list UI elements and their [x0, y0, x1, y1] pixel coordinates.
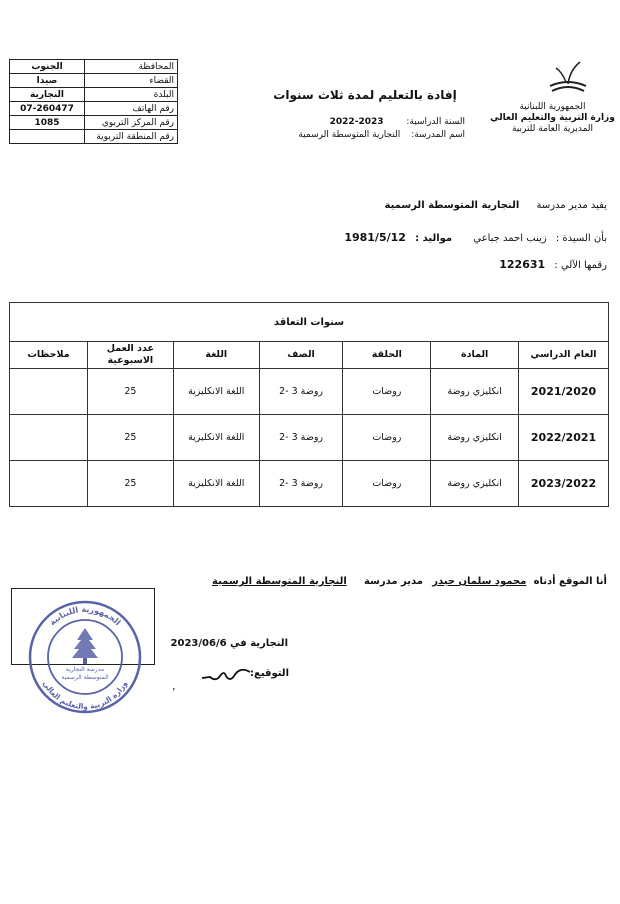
column-header: اللغة — [173, 342, 259, 369]
handwritten-signature — [200, 664, 252, 686]
table-cell: 2023/2022 — [519, 461, 609, 507]
info-label: البلدة — [85, 88, 178, 102]
body-line-2-born-value: 1981/5/12 — [344, 231, 406, 244]
table-cell: 2021/2020 — [519, 369, 609, 415]
declaration-prefix: أنا الموقع أدناه — [533, 576, 607, 587]
body-line-1-school: النجارية المتوسطة الرسمية — [384, 200, 520, 211]
info-label: رقم الهاتف — [85, 102, 178, 116]
declaration-role: مدير مدرسة — [363, 576, 423, 587]
table-cell — [10, 415, 88, 461]
signature-label: التوقيع: — [250, 668, 289, 679]
ministry-logo-icon — [540, 58, 596, 98]
body-line-1-prefix: يفيد مدير مدرسة — [536, 200, 607, 211]
table-cell: 2022/2021 — [519, 415, 609, 461]
table-row — [10, 369, 609, 415]
official-stamp — [26, 598, 144, 716]
svg-text:وزارة التربية والتعليم العالي: وزارة التربية والتعليم العالي — [41, 679, 129, 712]
document-title: إفادة بالتعليم لمدة ثلاث سنوات — [273, 88, 457, 102]
declaration-line — [212, 576, 607, 587]
svg-text:الجمهورية اللبنانية: الجمهورية اللبنانية — [47, 604, 123, 628]
column-header: ملاحظات — [10, 342, 88, 369]
table-cell: انكليزي روضة — [431, 461, 519, 507]
table-cell: روضة 3 -2 — [259, 369, 343, 415]
body-line-3-prefix: رقمها الآلي : — [554, 260, 607, 271]
info-label: رقم المركز التربوي — [85, 116, 178, 130]
info-row — [10, 116, 178, 130]
column-header: المادة — [431, 342, 519, 369]
table-cell: انكليزي روضة — [431, 369, 519, 415]
info-value: النجارية — [10, 88, 85, 102]
info-value: الجنوب — [10, 60, 85, 74]
table-cell — [10, 461, 88, 507]
info-value: 1085 — [10, 116, 85, 130]
info-label: القضاء — [85, 74, 178, 88]
school-year-label: السنة الدراسية: — [406, 117, 465, 127]
table-cell: روضات — [343, 415, 431, 461]
school-name-label: اسم المدرسة: — [411, 130, 465, 140]
info-table — [9, 59, 178, 144]
body-line-2-prefix: بأن السيدة : — [555, 233, 607, 244]
table-cell: روضة 3 -2 — [259, 415, 343, 461]
school-year-line — [255, 117, 465, 127]
contract-years-table — [9, 302, 609, 507]
column-header: الصف — [259, 342, 343, 369]
table-cell: روضات — [343, 369, 431, 415]
ministry-header — [490, 102, 615, 135]
declaration-name: محمود سلمان حيدر — [432, 576, 527, 587]
table-caption: سنوات التعاقد — [10, 303, 609, 342]
table-cell: اللغة الانكليزية — [173, 415, 259, 461]
table-cell: 25 — [87, 461, 173, 507]
school-name-line — [245, 130, 465, 140]
info-row — [10, 102, 178, 116]
signature-mark: ’ — [172, 686, 176, 699]
info-label: المحافظة — [85, 60, 178, 74]
table-cell: اللغة الانكليزية — [173, 461, 259, 507]
ministry-line: المديرية العامة للتربية — [511, 124, 594, 134]
table-cell: روضة 3 -2 — [259, 461, 343, 507]
body-line-3 — [499, 258, 607, 271]
table-cell: اللغة الانكليزية — [173, 369, 259, 415]
svg-text:مدرسة النجارية: مدرسة النجارية — [65, 666, 105, 673]
info-value — [10, 130, 85, 144]
info-row — [10, 130, 178, 144]
body-line-2 — [344, 231, 607, 244]
ministry-line: وزارة التربية والتعليم العالي — [490, 113, 615, 123]
table-cell: روضات — [343, 461, 431, 507]
school-year-value: 2023-2022 — [329, 117, 384, 127]
info-label: رقم المنطقة التربوية — [85, 130, 178, 144]
declaration-school: النجارية المتوسطة الرسمية — [212, 576, 347, 587]
table-row — [10, 461, 609, 507]
table-cell: انكليزي روضة — [431, 415, 519, 461]
info-value: صيدا — [10, 74, 85, 88]
body-line-3-value: 122631 — [499, 258, 546, 271]
info-row — [10, 60, 178, 74]
body-line-2-name: زينب احمد جباعي — [473, 233, 547, 244]
table-cell: 25 — [87, 369, 173, 415]
place-date: النجارية في 2023/06/6 — [170, 638, 288, 649]
column-header: عدد العمل الاسبوعية — [87, 342, 173, 369]
column-header: العام الدراسي — [519, 342, 609, 369]
info-row — [10, 88, 178, 102]
column-header: الحلقة — [343, 342, 431, 369]
body-line-2-born-label: مواليد : — [415, 233, 453, 244]
info-row — [10, 74, 178, 88]
ministry-line: الجمهورية اللبنانية — [519, 102, 586, 112]
table-row — [10, 415, 609, 461]
info-value: 07-260477 — [10, 102, 85, 116]
table-cell: 25 — [87, 415, 173, 461]
table-header-row — [10, 342, 609, 369]
table-cell — [10, 369, 88, 415]
body-line-1 — [385, 200, 607, 211]
school-name-value: النجارية المتوسطة الرسمية — [298, 130, 401, 140]
svg-text:المتوسطة الرسمية: المتوسطة الرسمية — [61, 674, 109, 681]
